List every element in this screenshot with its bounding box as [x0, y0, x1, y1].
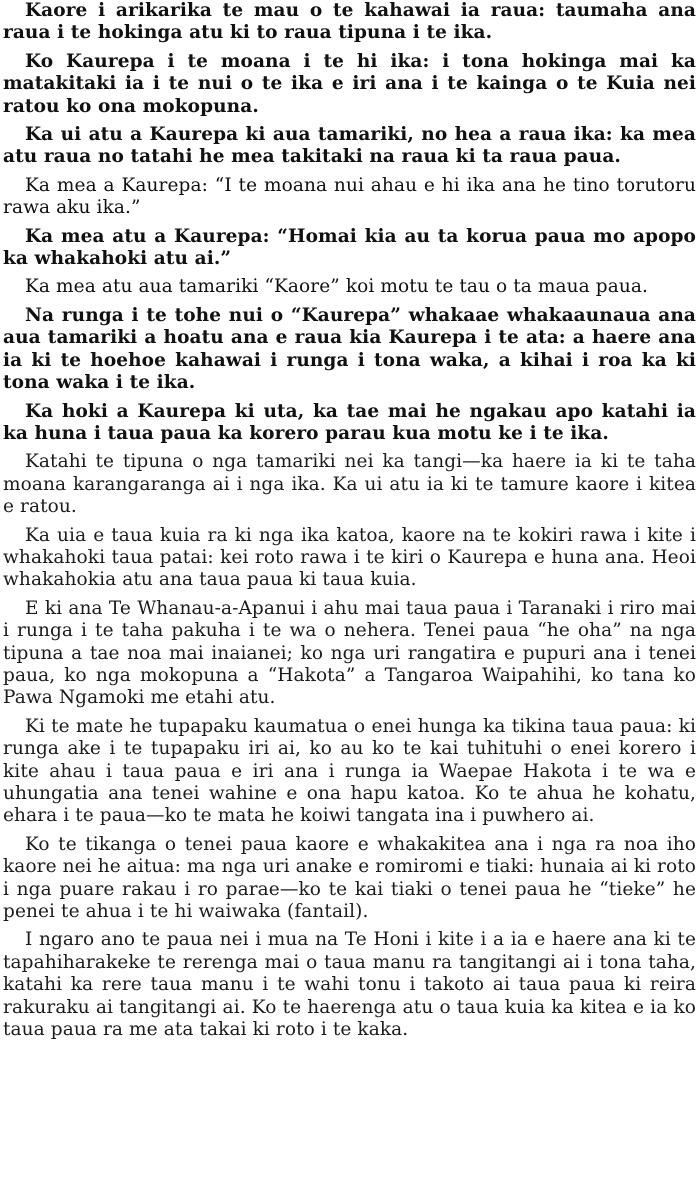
paragraph-10: Ka uia e taua kuia ra ki nga ika katoa, kaore na te kokiri rawa i kite i whakahoki taua patai: kei roto rawa i te kiri o Kaurepa e huna ana. Heoi whakahokia atu ana taua paua ki taua kuia.: [3, 524, 696, 591]
paragraph-12: Ki te mate he tupapaku kaumatua o enei hunga ka tikina taua paua: ki runga ake i te tupapaku iri ai, ko au ko te kai tuhituhi o enei korero i kite ahau i taua paua e iri ana i runga ia Waepae Hakota i te wa e uhungatia ana tenei wahine e ona hapu katoa. Ko te ahua he kohatu, ehara i te paua—ko te mata he koiwi tangata ina i puwhero ai.: [3, 715, 696, 827]
paragraph-4: Ka mea a Kaurepa: “I te moana nui ahau e hi ika ana he tino torutoru rawa aku ika.”: [3, 174, 696, 219]
paragraph-6: Ka mea atu aua tamariki “Kaore” koi motu te tau o ta maua paua.: [25, 276, 648, 298]
paragraph-8: Ka hoki a Kaurepa ki uta, ka tae mai he ngakau apo katahi ia ka huna i taua paua ka korero parau kua motu ke i te ika.: [3, 400, 696, 444]
paragraph-14: I ngaro ano te paua nei i mua na Te Honi i kite i a ia e haere ana ki te tapahiharakeke te rerenga mai o taua manu ra tangitangi ai i tona taha, katahi ka rere taua manu i te wahi tonu i takoto ai taua paua ki reira rakuraku ai tangitangi ai. Ko te haerenga atu o taua kuia ka kitea e ia ko taua paua ra me ata takai ki roto i te kaka.: [3, 929, 696, 1041]
paragraph-3: Ka ui atu a Kaurepa ki aua tamariki, no hea a raua ika: ka mea atu raua no tatahi he mea takitaki na raua ki ta raua paua.: [3, 124, 696, 168]
paragraph-2: Ko Kaurepa i te moana i te hi ika: i tona hokinga mai ka matakitaki ia i te nui o te ika e iri ana i te kainga o te Kuia nei ratou ko ona mokopuna.: [3, 50, 696, 117]
paragraph-11: E ki ana Te Whanau-a-Apanui i ahu mai taua paua i Taranaki i riro mai i runga i te taha pakuha i te wa o nehera. Tenei paua “he oha” na nga tipuna a tae noa mai inaianei; ko nga uri rangatira e pupuri ana i tenei paua, ko nga mokopuna a “Hakota” a Tangaroa Waipahihi, ko tana ko Pawa Ngamoki me etahi atu.: [3, 597, 696, 709]
paragraph-13: Ko te tikanga o tenei paua kaore e whakakitea ana i nga ra noa iho kaore nei he aitua: ma nga uri anake e romiromi e tiaki: hunaia ai ki roto i nga puare rakau i ro parae—ko te kai tiaki o tenei paua he “tieke” he penei te ahua i te hi waiwaka (fantail).: [3, 833, 697, 923]
paragraph-9: Katahi te tipuna o nga tamariki nei ka tangi—ka haere ia ki te taha moana karangaranga ai i nga ika. Ka ui atu ia ki te tamure kaore i kitea e ratou.: [3, 451, 696, 518]
paragraph-7: Na runga i te tohe nui o “Kaurepa” whakaae whakaaunaua ana aua tamariki a hoatu ana e raua kia Kaurepa i te ata: a haere ana ia ki te hoehoe kahawai i runga i tona waka, a kihai i roa ka ki tona waka i te ika.: [3, 304, 696, 394]
paragraph-1: Kaore i arikarika te mau o te kahawai ia raua: taumaha ana raua i te hokinga atu ki to raua tipuna i te ika.: [3, 0, 696, 44]
paragraph-5: Ka mea atu a Kaurepa: “Homai kia au ta korua paua mo apopo ka whakahoki atu ai.”: [3, 225, 696, 270]
